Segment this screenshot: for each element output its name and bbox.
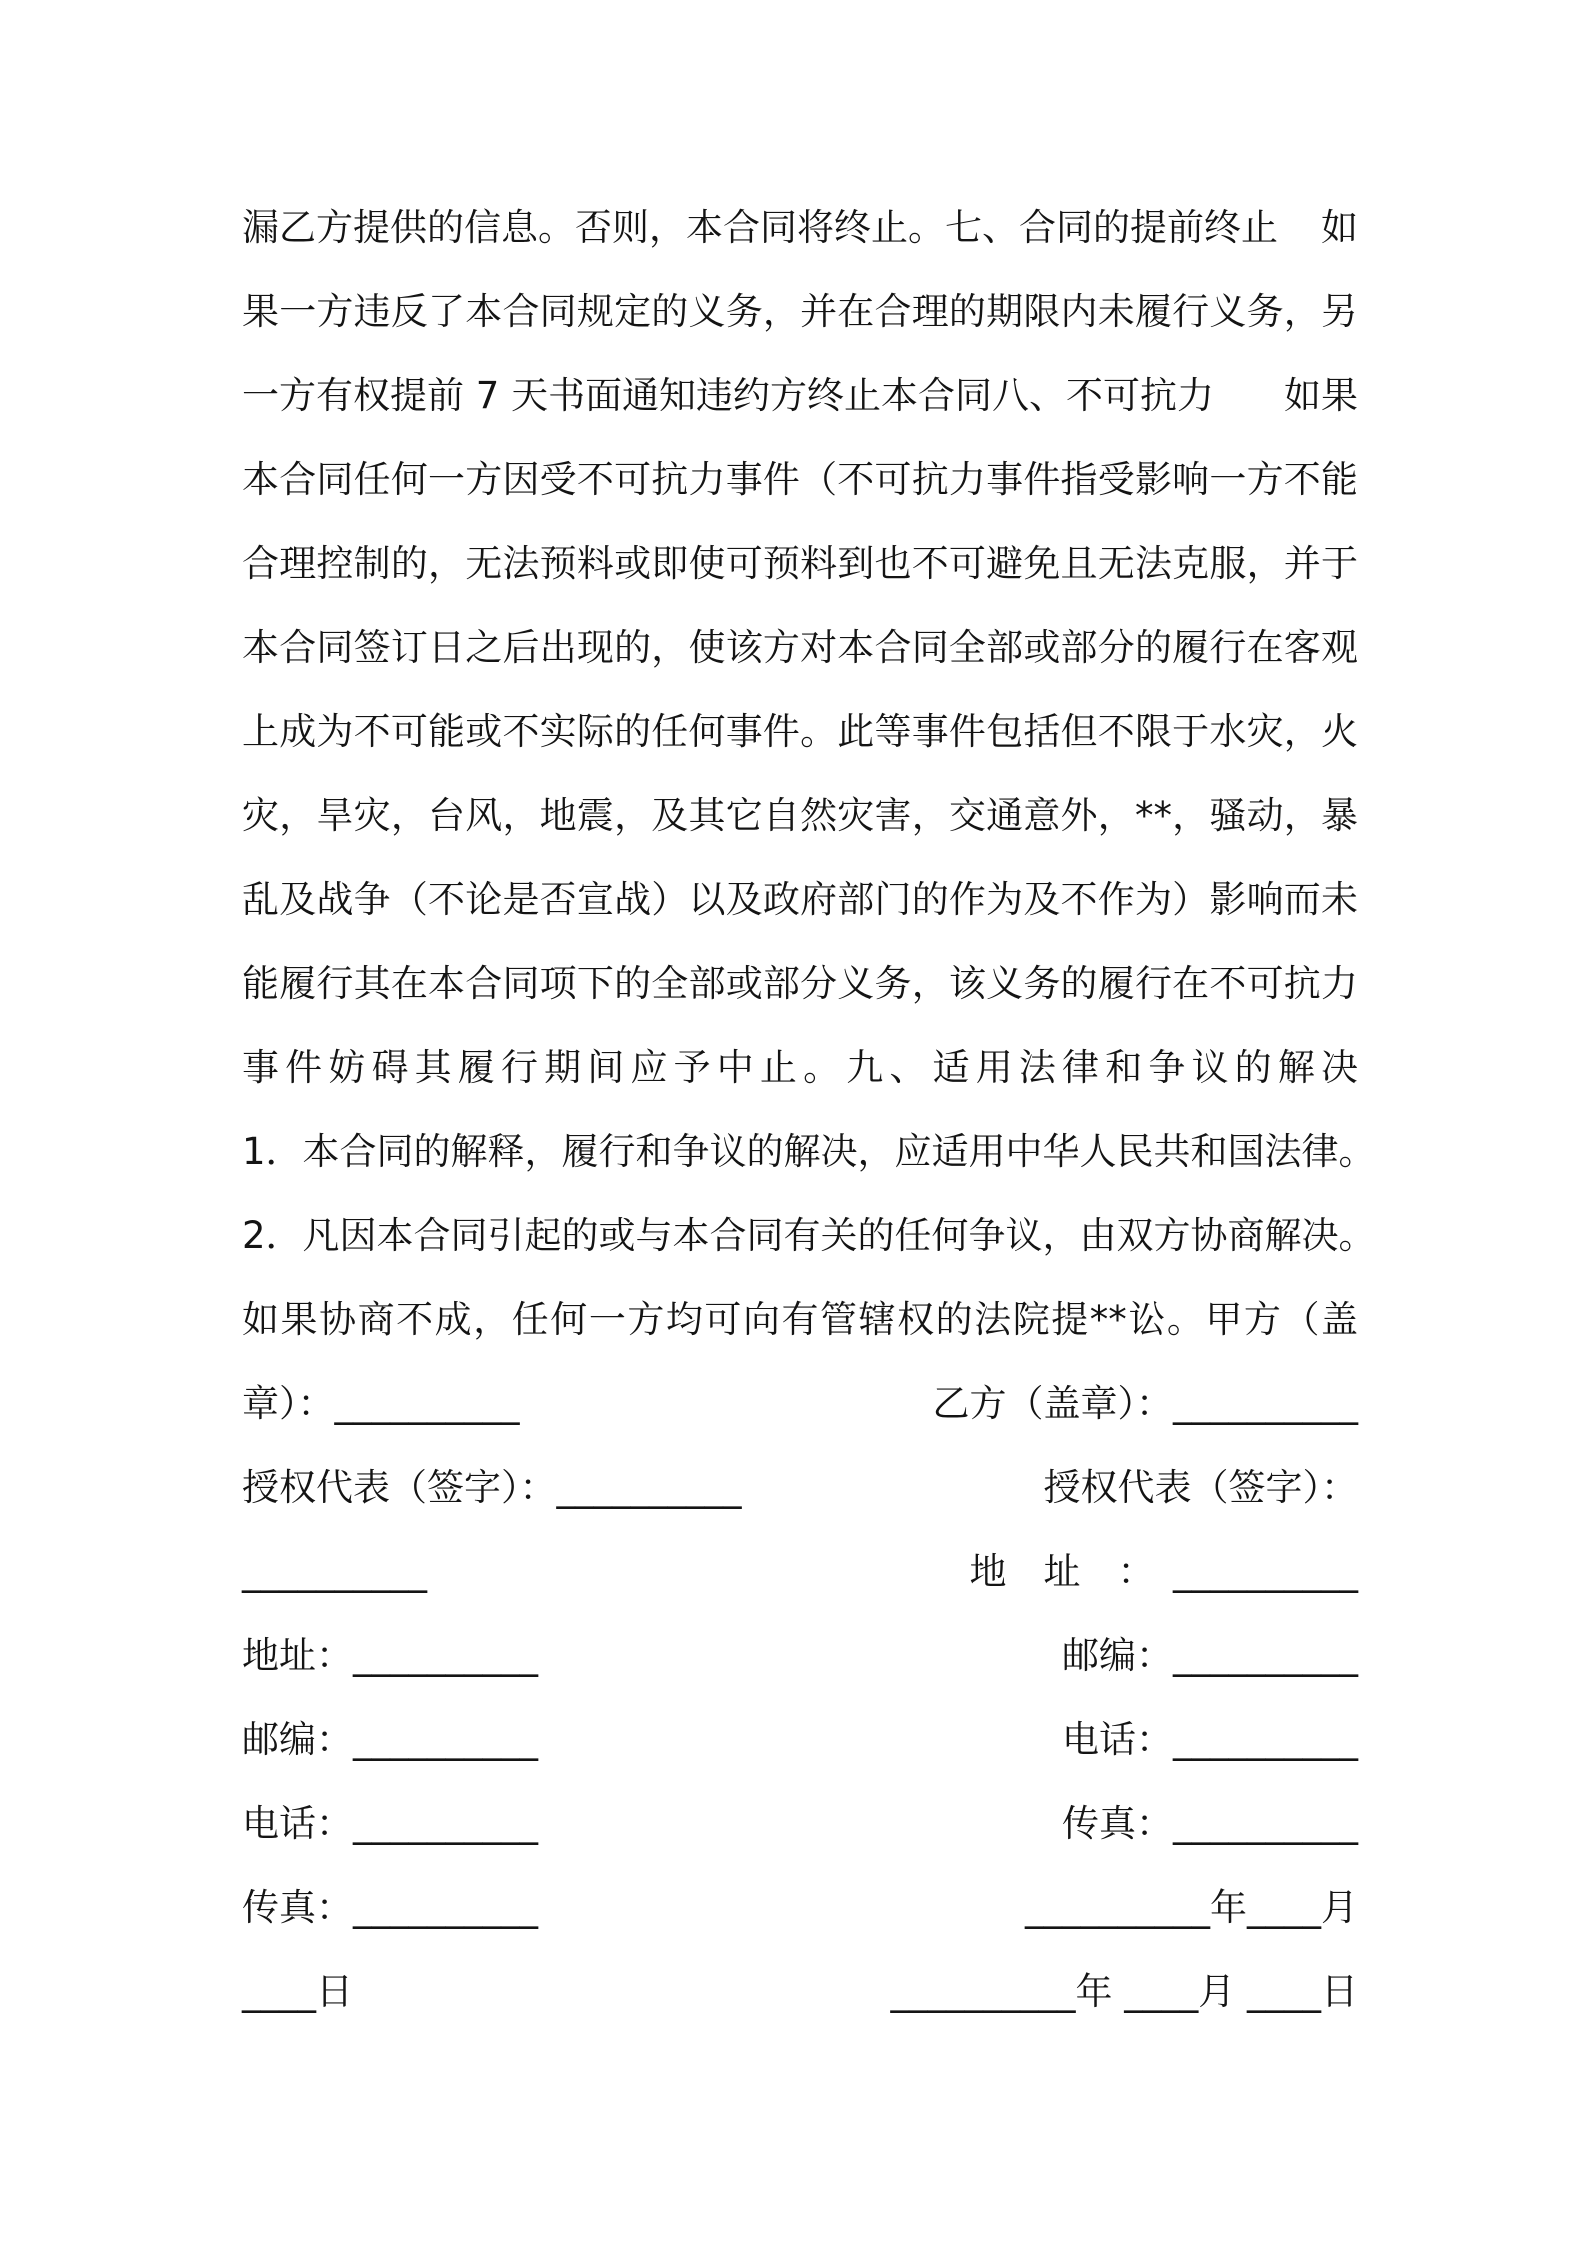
party-b-date-field: __________年 ____月 ____日 — [890, 1970, 1358, 2013]
party-b-representative-label: 授权代表（签字）： — [1043, 1466, 1358, 1509]
party-a-postcode-field: 邮编：__________ — [242, 1718, 538, 1761]
contract-text — [242, 186, 1376, 2034]
paragraph-line: 果一方违反了本合同规定的义务，并在合理的期限内未履行义务，另 — [242, 290, 1358, 333]
paragraph-line: 事件妨碍其履行期间应予中止。九、适用法律和争议的解决 — [242, 1046, 1358, 1089]
signature-row — [242, 1866, 1358, 1950]
paragraph-line: 能履行其在本合同项下的全部或部分义务，该义务的履行在不可抗力 — [242, 962, 1358, 1005]
paragraph-line: 本合同签订日之后出现的，使该方对本合同全部或部分的履行在客观 — [242, 626, 1358, 669]
signature-row — [242, 1362, 1358, 1446]
paragraph-line: 灾，旱灾，台风，地震，及其它自然灾害，交通意外，**，骚动，暴 — [242, 794, 1358, 837]
party-b-fax-field: 传真：__________ — [1062, 1802, 1358, 1845]
paragraph-line: 如果协商不成，任何一方均可向有管辖权的法院提**讼。甲方（盖 — [242, 1298, 1358, 1341]
paragraph-line: 乱及战争（不论是否宣战）以及政府部门的作为及不作为）影响而未 — [242, 878, 1358, 921]
paragraph-line: 本合同任何一方因受不可抗力事件（不可抗力事件指受影响一方不能 — [242, 458, 1358, 501]
line-text-end: 如 — [1321, 206, 1358, 249]
party-b-seal-field: 乙方（盖章）：__________ — [932, 1382, 1358, 1425]
paragraph-line: 合理控制的，无法预料或即使可预料到也不可避免且无法克服，并于 — [242, 542, 1358, 585]
party-a-representative-field: 授权代表（签字）：__________ — [242, 1466, 742, 1509]
party-a-seal-field: 章）：__________ — [242, 1382, 520, 1425]
line-text: 一方有权提前 7 天书面通知违约方终止本合同八、不可抗力 — [242, 374, 1215, 417]
signature-row — [242, 1614, 1358, 1698]
party-b-address-field: 地 址 ： __________ — [969, 1550, 1358, 1593]
paragraph-line: 上成为不可能或不实际的任何事件。此等事件包括但不限于水灾，火 — [242, 710, 1358, 753]
party-a-date-day-field: ____日 — [242, 1970, 353, 2013]
party-a-date-field: __________年____月 — [1025, 1886, 1358, 1929]
party-b-postcode-field: 邮编：__________ — [1062, 1634, 1358, 1677]
paragraph-line — [242, 354, 1358, 438]
signature-row — [242, 1446, 1358, 1530]
line-text-end: 如果 — [1284, 374, 1358, 417]
party-a-fax-field: 传真：__________ — [242, 1886, 538, 1929]
line-text: 漏乙方提供的信息。否则，本合同将终止。七、合同的提前终止 — [242, 206, 1278, 249]
paragraph-line — [242, 186, 1358, 270]
signature-row — [242, 1950, 1358, 2034]
party-b-representative-blank: __________ — [242, 1550, 427, 1593]
party-a-phone-field: 电话：__________ — [242, 1802, 538, 1845]
party-a-address-field: 地址：__________ — [242, 1634, 538, 1677]
party-b-phone-field: 电话：__________ — [1062, 1718, 1358, 1761]
signature-row — [242, 1782, 1358, 1866]
signature-row — [242, 1698, 1358, 1782]
paragraph-line: 2．凡因本合同引起的或与本合同有关的任何争议，由双方协商解决。 — [242, 1214, 1376, 1257]
signature-row — [242, 1530, 1358, 1614]
paragraph-line: 1．本合同的解释，履行和争议的解决，应适用中华人民共和国法律。 — [242, 1130, 1376, 1173]
